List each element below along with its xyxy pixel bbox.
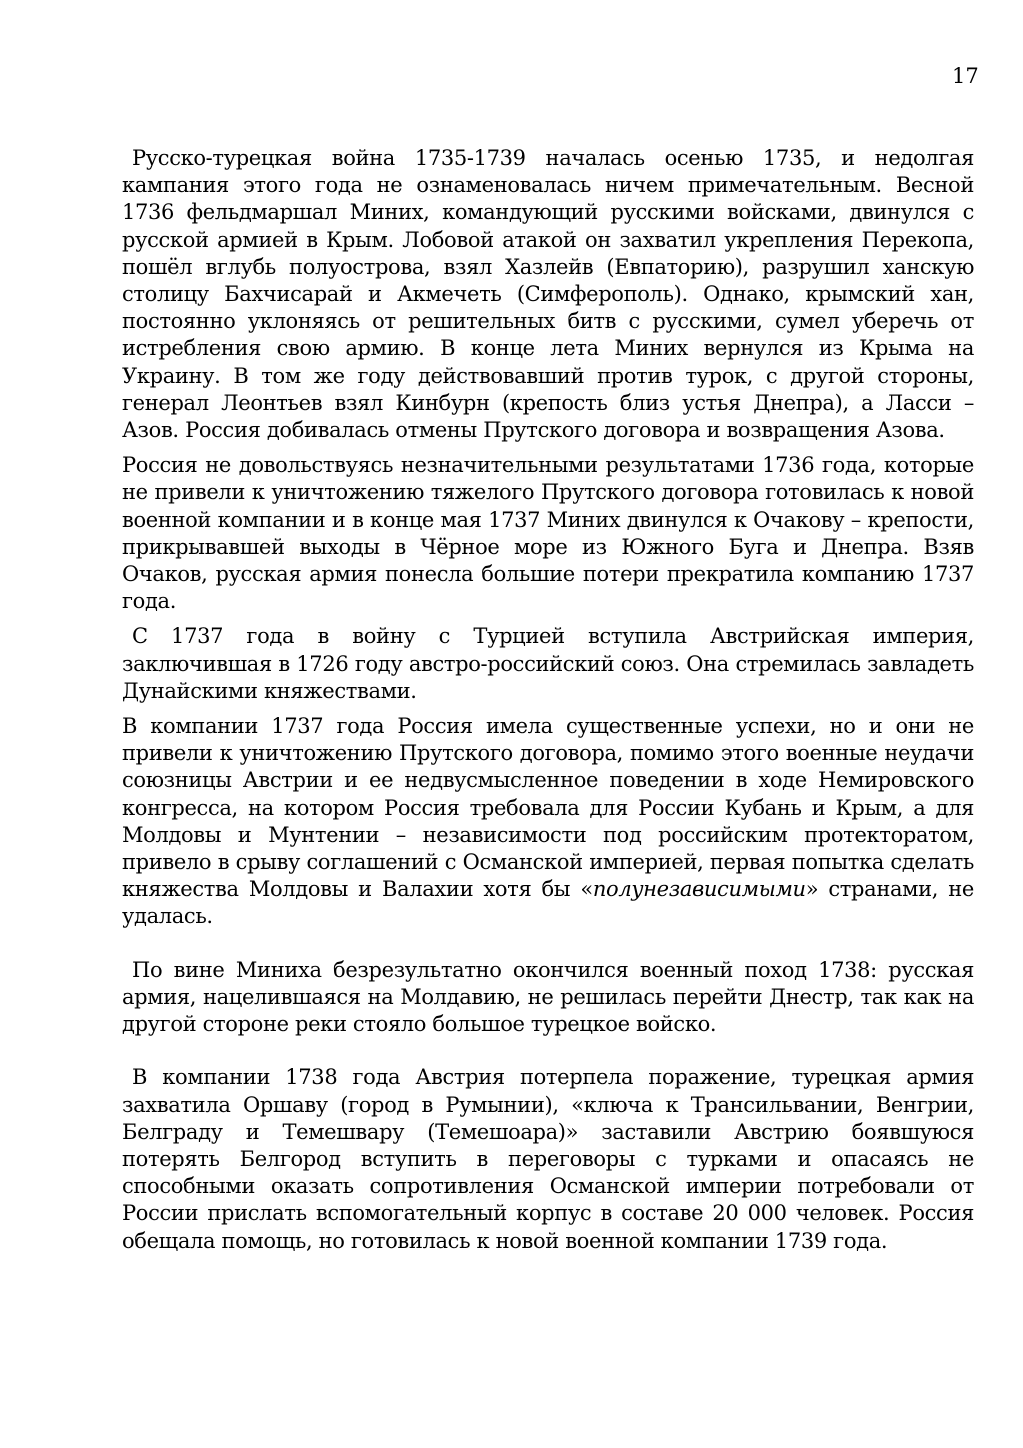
paragraph-austria-defeat: В компании 1738 года Австрия потерпела поражение, турецкая армия захватила Оршаву (город в Румынии), «ключа к Трансильвании, Венгрии, Белграду и Темешвару (Темешоара)» заставили Австрию боявшуюся потерять Белгород вступить в переговоры с турками и опасаясь не способными оказать сопротивления Османской империи потребовали от России прислать вспомогательный корпус в составе 20 000 человек. Россия обещала помощь, но готовилась к новой военной компании 1739 года. [122,1065,974,1253]
paragraph-campaign-1738: По вине Миниха безрезультатно окончился военный поход 1738: русская армия, нацелившаяся на Молдавию, не решилась перейти Днестр, так как на другой стороне реки стояло большое турецкое войско. [122,957,974,1037]
paragraph-text: В компании 1737 года Россия имела существенные успехи, но и они не привели к уничтожению Прутского договора, помимо этого военные неудачи союзницы Австрии и ее недвусмысленное поведении в ходе Немировского конгресса, на котором Россия требовала для России Кубань и Крым, а для Молдовы и Мунтении – независимости под российским протекторатом, привело в срыву соглашений с Османской империей, первая попытка сделать княжества Молдовы и Валахии хотя бы « [122,714,974,902]
paragraph-campaign-1737: Россия не довольствуясь незначительными результатами 1736 года, которые не привели к уничтожению тяжелого Прутского договора готовилась к новой военной компании и в конце мая 1737 Миних двинулся к Очакову – крепости, прикрывавшей выходы в Чёрное море из Южного Буга и Днепра. Взяв Очаков, русская армия понесла большие потери прекратила компанию 1737 года. [122,453,974,614]
emphasis-text: полунезависимыми [592,877,806,902]
page-number: 17 [952,64,979,88]
paragraph-nemirov-congress [122,713,974,931]
document-body [122,145,974,1255]
paragraph-text-end: » странами, не удалась. [122,877,974,929]
paragraph-war-beginning: Русско-турецкая война 1735-1739 началась осенью 1735, и недолгая кампания этого года не ознаменовалась ничем примечательным. Весной 1736 фельдмаршал Миних, командующий русскими войсками, двинулся с русской армией в Крым. Лобовой атакой он захватил укрепления Перекопа, пошёл вглубь полуострова, взял Хазлейв (Евпаторию), разрушил ханскую столицу Бахчисарай и Акмечеть (Симферополь). Однако, крымский хан, постоянно уклоняясь от решительных битв с русскими, сумел уберечь от истребления свою армию. В конце лета Миних вернулся из Крыма на Украину. В том же году действовавший против турок, с другой стороны, генерал Леонтьев взял Кинбурн (крепость близ устья Днепра), а Ласси – Азов. Россия добивалась отмены Прутского договора и возвращения Азова. [122,146,974,443]
paragraph-austria-joins: С 1737 года в войну с Турцией вступила Австрийская империя, заключившая в 1726 году австро-российский союз. Она стремилась завладеть Дунайскими княжествами. [122,624,974,703]
